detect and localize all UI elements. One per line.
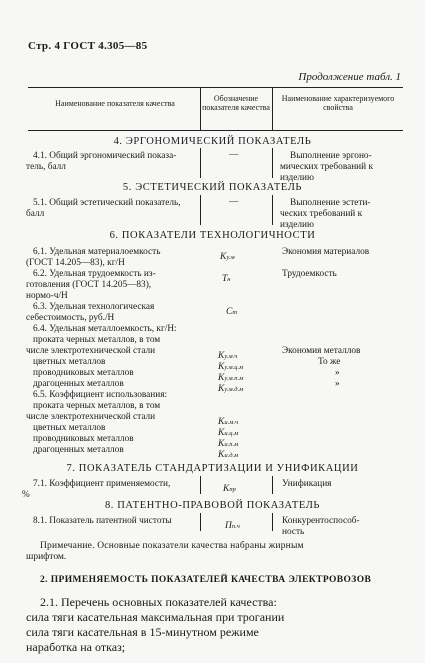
row-6-4-property-2: То же [318,357,341,367]
section-6-title: 6. ПОКАЗАТЕЛИ ТЕХНОЛОГИЧНОСТИ [109,230,316,241]
row-4-1-divider-2 [272,148,273,178]
row-6-4-line-5: проводниковых металлов [33,368,134,378]
page-header: Стр. 4 ГОСТ 4.305—85 [28,40,148,52]
row-6-2-property: Трудоемкость [282,269,337,279]
row-4-1-line-1: 4.1. Общий эргономический показа- [33,151,177,161]
column-header-name: Наименование показателя качества [55,99,175,108]
row-8-1-property-line-2: ность [282,527,305,537]
row-6-4-symbol-3: Kу.м.п.м [218,373,244,383]
row-8-1-symbol: Пп.ч [225,521,240,531]
row-7-1-line-1: 7.1. Коэффициент применяемости, [33,479,171,489]
row-6-1-line-1: 6.1. Удельная материалоемкость [33,247,161,257]
row-6-5-line-1: 6.5. Коэффициент использования: [33,390,168,400]
row-5-1-property-line-1: Выполнение эстети- [290,198,371,208]
section-4-title: 4. ЭРГОНОМИЧЕСКИЙ ПОКАЗАТЕЛЬ [113,136,312,147]
row-8-1-property-line-1: Конкурентоспособ- [282,516,360,526]
row-4-1-property-line-2: мических требований к [280,162,373,172]
header-divider-1 [200,87,201,130]
row-6-4-line-4: цветных металлов [33,357,106,367]
section-2-heading: 2. ПРИМЕНЯЕМОСТЬ ПОКАЗАТЕЛЕЙ КАЧЕСТВА ЭЛЕКТРОВОЗОВ [40,575,372,585]
row-4-1-property-line-3: изделию [280,173,314,183]
row-6-4-property-3: » [335,368,340,378]
row-6-5-symbol-1: Kи.м.ч [218,417,239,427]
row-6-5-line-4: цветных металлов [33,423,106,433]
row-5-1-symbol: — [229,197,239,207]
row-8-1-line-1: 8.1. Показатель патентной чистоты [33,516,172,526]
paragraph-2-1-line-4: наработка на отказ; [26,640,126,654]
row-6-5-line-3: числе электротехнической стали [26,412,156,422]
row-4-1-line-2: тель, балл [26,162,66,172]
row-6-2-symbol: Tн [222,274,231,284]
row-7-1-divider-2 [272,476,273,494]
row-6-2-line-3: нормо-ч/Н [26,291,68,301]
row-7-1-divider-1 [200,476,201,494]
row-5-1-property-line-3: изделию [280,220,314,230]
row-6-5-symbol-3: Kи.п.м [218,439,239,449]
row-8-1-divider-1 [200,513,201,531]
row-7-1-symbol: Kпр [223,484,236,494]
row-6-3-line-1: 6.3. Удельная технологическая [33,302,155,312]
row-5-1-property-line-2: ческих требований к [280,209,363,219]
section-7-title: 7. ПОКАЗАТЕЛЬ СТАНДАРТИЗАЦИИ И УНИФИКАЦИИ [66,463,359,474]
section-8-title: 8. ПАТЕНТНО-ПРАВОВОЙ ПОКАЗАТЕЛЬ [104,500,321,511]
row-4-1-divider-1 [200,148,201,178]
paragraph-2-1-line-2: сила тяги касательная максимальная при трогании [26,610,285,624]
row-6-4-line-2: проката черных металлов, в том [33,335,161,345]
row-6-5-symbol-4: Kи.д.м [218,450,239,460]
paragraph-2-1-line-3: сила тяги касательная в 15-минутном режиме [26,625,259,639]
row-6-3-symbol: Cт [226,307,238,317]
row-6-1-property: Экономия материалов [282,247,370,257]
row-6-2-line-2: готовления (ГОСТ 14.205—83), [26,280,152,290]
row-6-4-property-4: » [335,379,340,389]
row-6-4-symbol-1: Kу.м.ч [218,351,238,361]
column-header-property: Наименование характеризуемого свойства [281,94,395,112]
row-6-2-line-1: 6.2. Удельная трудоемкость из- [33,269,156,279]
row-6-4-property-1: Экономия металлов [282,346,361,356]
row-5-1-divider-2 [272,195,273,225]
row-4-1-symbol: — [229,150,239,160]
row-6-5-line-5: проводниковых металлов [33,434,134,444]
row-6-3-line-2: себестоимость, руб./Н [26,313,115,323]
table-top-rule [28,87,403,88]
row-6-5-line-2: проката черных металлов, в том [33,401,161,411]
row-5-1-line-1: 5.1. Общий эстетический показатель, [33,198,181,208]
column-header-symbol: Обозначение показателя качества [202,94,270,112]
row-6-4-line-3: числе электротехнической стали [26,346,156,356]
note-line-2: шрифтом. [26,552,67,562]
row-6-4-line-6: драгоценных металлов [33,379,124,389]
row-6-4-symbol-2: Kу.м.ц.м [218,362,244,372]
row-4-1-property-line-1: Выполнение эргоно- [290,151,372,161]
row-6-4-line-1: 6.4. Удельная металлоемкость, кг/Н: [33,324,177,334]
paragraph-2-1-line-1: 2.1. Перечень основных показателей качества: [40,595,277,609]
note-line-1: Примечание. Основные показатели качества набраны жирным [40,541,304,551]
row-6-1-line-2: (ГОСТ 14.205—83), кг/Н [26,258,125,268]
row-6-4-symbol-4: Kу.м.д.м [218,384,244,394]
row-6-1-symbol: Kу.м [220,252,235,262]
row-7-1-property: Унификация [282,479,332,489]
header-divider-2 [272,87,273,130]
table-header-rule [28,130,403,131]
table-continuation-label: Продолжение табл. 1 [298,71,401,83]
row-8-1-divider-2 [272,513,273,531]
section-5-title: 5. ЭСТЕТИЧЕСКИЙ ПОКАЗАТЕЛЬ [122,182,303,193]
row-5-1-line-2: балл [26,209,45,219]
row-5-1-divider-1 [200,195,201,225]
row-6-5-symbol-2: Kи.ц.м [218,428,239,438]
row-6-5-line-6: драгоценных металлов [33,445,124,455]
row-7-1-line-2: % [22,490,30,500]
